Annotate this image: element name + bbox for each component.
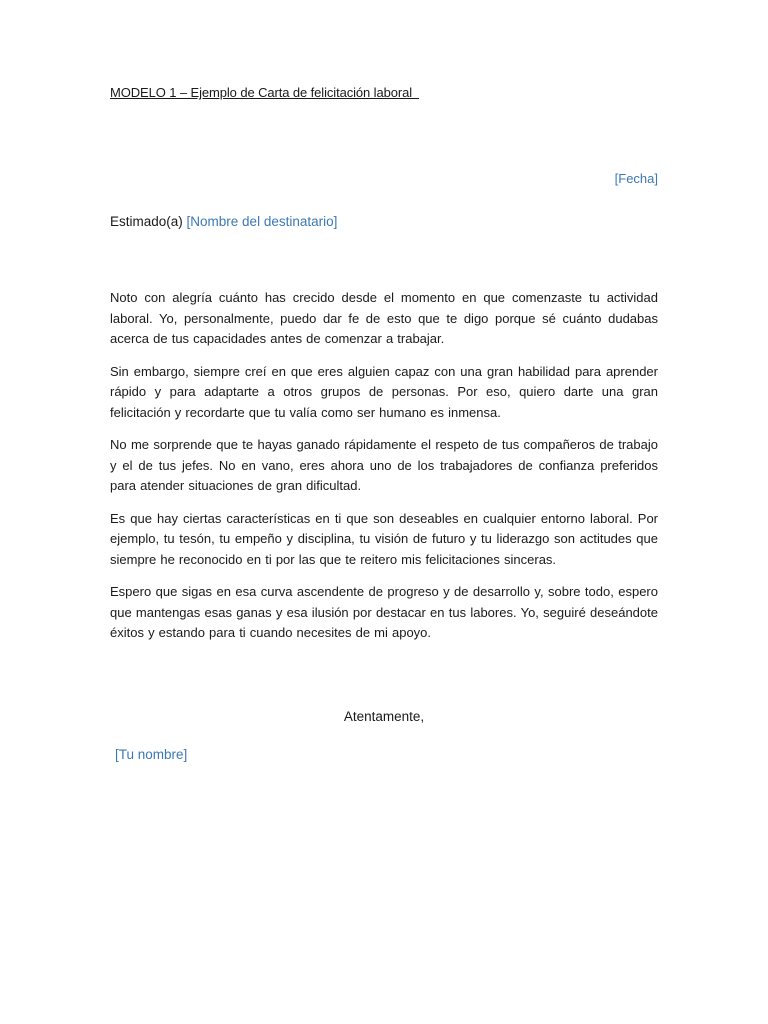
letter-body <box>110 288 658 656</box>
signature-placeholder: [Tu nombre] <box>115 747 188 762</box>
salutation-prefix: Estimado(a) <box>110 214 187 229</box>
salutation <box>110 214 337 229</box>
closing: Atentamente, <box>343 709 425 724</box>
body-paragraph: Es que hay ciertas características en ti que son deseables en cualquier entorno laboral. Por ejemplo, tu tesón, tu empeño y disciplina, tu visión de futuro y tu liderazgo son actitudes que siempre he reconocido en ti por las que te reitero mis felicitaciones sinceras. <box>110 510 658 567</box>
body-paragraph: No me sorprende que te hayas ganado rápidamente el respeto de tus compañeros de trabajo y el de tus jefes. No en vano, eres ahora uno de los trabajadores de confianza preferidos para atender situaciones de gran dificultad. <box>110 437 658 493</box>
date-placeholder: [Fecha] <box>614 171 658 186</box>
body-paragraph: Sin embargo, siempre creí en que eres alguien capaz con una gran habilidad para aprender rápido y para adaptarte a otros grupos de personas. Por eso, quiero darte una gran felicitación y recordarte que tu valía como ser humano es inmensa. <box>110 363 658 420</box>
recipient-placeholder: [Nombre del destinatario] <box>186 214 338 229</box>
body-paragraph: Espero que sigas en esa curva ascendente de progreso y de desarrollo y, sobre todo, espero que mantengas esas ganas y esa ilusión por destacar en tus labores. Yo, seguiré deseándote éxitos y estando para ti cuando necesites de mi apoyo. <box>110 584 658 640</box>
body-paragraph: Noto con alegría cuánto has crecido desde el momento en que comenzaste tu actividad laboral. Yo, personalmente, puedo dar fe de esto que te digo porque sé cuánto dudabas acerca de tus capacidades antes de comenzar a trabajar. <box>110 290 658 346</box>
document-heading: MODELO 1 – Ejemplo de Carta de felicitación laboral <box>110 85 420 100</box>
